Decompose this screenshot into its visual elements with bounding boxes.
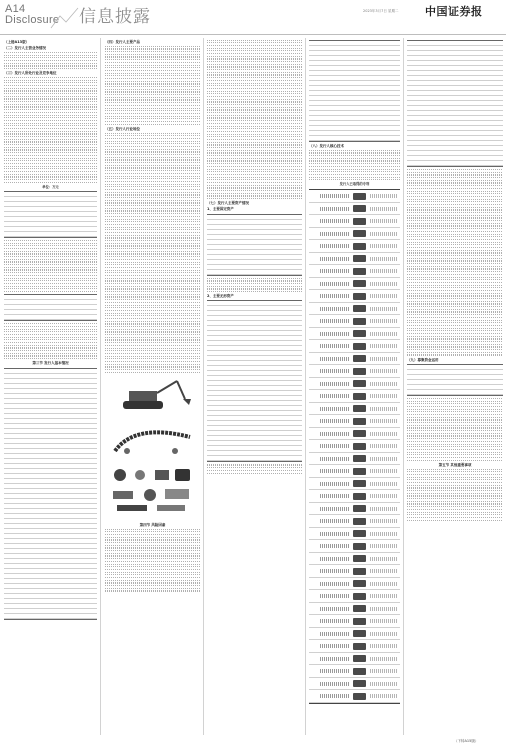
data-table: [4, 294, 97, 321]
subsection-heading: 2、主要无形资产: [207, 294, 234, 299]
table-row: [309, 390, 400, 403]
patent-table: [309, 189, 400, 704]
table-row: [309, 203, 400, 216]
newspaper-logo: 中国证券报: [425, 5, 483, 18]
issue-date: 2023年3月7日 星期二: [363, 9, 399, 13]
section-heading: （七）发行人主要资产情况: [207, 201, 249, 206]
table-row: [309, 278, 400, 291]
track-link-figure: [105, 421, 200, 461]
table-row: [309, 315, 400, 328]
excavator-figure: [105, 375, 200, 419]
continuation-footer: （下转A15版）: [454, 739, 479, 743]
column-4: [309, 38, 400, 735]
table-row: [309, 240, 400, 253]
table-row: [309, 640, 400, 653]
data-table: [207, 300, 302, 462]
trend-line-icon: [50, 6, 80, 30]
table-row: [309, 378, 400, 391]
table-title: 发行人已取得的专利: [339, 182, 370, 187]
data-table: [309, 40, 400, 142]
table-row: [309, 253, 400, 266]
column-divider: [403, 38, 404, 735]
table-row: [309, 615, 400, 628]
table-row: [309, 365, 400, 378]
table-row: [309, 653, 400, 666]
section-name-en: Disclosure: [5, 14, 60, 26]
table-row: [309, 603, 400, 616]
table-row: [309, 578, 400, 591]
table-row: [309, 328, 400, 341]
section-heading: （二）发行人主营业务情况: [4, 46, 46, 51]
table-unit: 单位：万元: [42, 184, 59, 189]
masthead-rule: [0, 34, 506, 35]
table-row: [309, 453, 400, 466]
table-row: [309, 678, 400, 691]
masthead: [0, 0, 506, 34]
section-heading: （五）发行人行业地位: [105, 126, 140, 131]
data-table: [407, 40, 503, 167]
section-heading: （八）发行人核心技术: [309, 144, 344, 148]
table-row: [309, 465, 400, 478]
table-row: [309, 440, 400, 453]
column-divider: [305, 38, 306, 735]
table-row: [309, 503, 400, 516]
table-row: [309, 528, 400, 541]
table-row: [309, 415, 400, 428]
table-row: [309, 590, 400, 603]
table-row: [309, 428, 400, 441]
column-1: [4, 38, 97, 735]
table-row: [309, 665, 400, 678]
data-table: [407, 364, 503, 396]
table-row: [309, 628, 400, 641]
column-divider: [100, 38, 101, 735]
table-row: [309, 478, 400, 491]
chapter-heading: 第四节 风险因素: [139, 522, 166, 527]
table-row: [309, 690, 400, 703]
subsection-heading: 1、主要固定资产: [207, 207, 234, 212]
parts-figure: [105, 463, 200, 521]
table-row: [309, 540, 400, 553]
column-divider: [203, 38, 204, 735]
column-5: [407, 38, 503, 735]
table-row: [309, 553, 400, 566]
table-row: [309, 403, 400, 416]
section-heading: （三）发行人所处行业及竞争地位: [4, 71, 57, 76]
table-row: [309, 565, 400, 578]
table-row: [309, 265, 400, 278]
data-table: [4, 368, 97, 620]
table-row: [309, 290, 400, 303]
table-row: [309, 303, 400, 316]
section-name-cn: 信息披露: [79, 7, 151, 27]
chapter-heading: 第五节 其他重要事项: [438, 462, 472, 467]
continuation-note: （上接A13版）: [4, 40, 30, 44]
table-row: [309, 190, 400, 203]
table-row: [309, 353, 400, 366]
data-table: [4, 191, 97, 238]
column-3: [207, 38, 302, 735]
section-heading: （九）募集资金运用: [407, 357, 439, 362]
table-row: [309, 215, 400, 228]
section-heading: （四）发行人主要产品: [105, 40, 140, 44]
data-table: [207, 214, 302, 276]
column-2: [105, 38, 200, 735]
table-row: [309, 228, 400, 241]
table-row: [309, 490, 400, 503]
table-row: [309, 340, 400, 353]
chapter-heading: 第三节 发行人基本情况: [32, 361, 69, 366]
page-number: A14: [5, 3, 26, 15]
table-row: [309, 515, 400, 528]
